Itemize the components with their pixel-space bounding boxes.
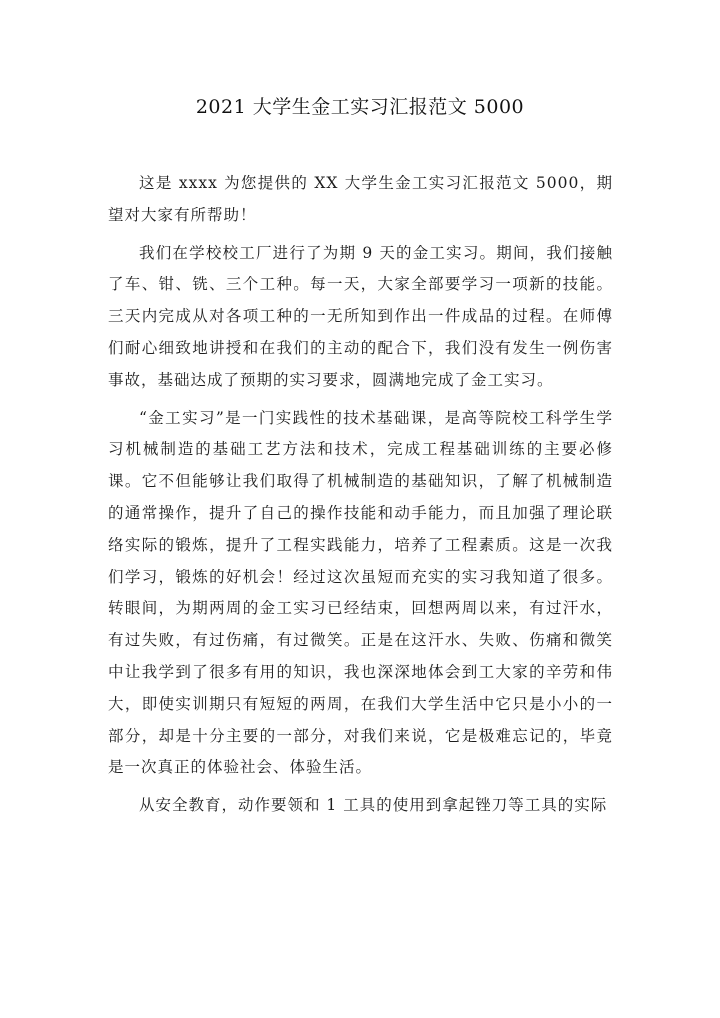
document-title: 2021 大学生金工实习汇报范文 5000 bbox=[195, 96, 525, 118]
paragraph-course-description: “金工实习”是一门实践性的技术基础课，是高等院校工科学生学习机械制造的基础工艺方法和技术，完成工程基础训练的主要必修课。它不但能够让我们取得了机械制造的基础知识，了解了机械制造的通常操作，提升了自己的操作技能和动手能力，而且加强了理论联络实际的锻炼，提升了工程实践能力，培养了工程素质。这是一次我们学习，锻炼的好机会！经过这次虽短而充实的实习我知道了很多。转眼间，为期两周的金工实习已经结束，回想两周以来，有过汗水，有过失败，有过伤痛，有过微笑。正是在这汗水、失败、伤痛和微笑中让我学到了很多有用的知识，我也深深地体会到工大家的辛劳和伟大，即使实训期只有短短的两周，在我们大学生活中它只是小小的一部分，却是十分主要的一部分，对我们来说，它是极难忘记的，毕竟是一次真正的体验社会、体验生活。 bbox=[108, 408, 613, 777]
paragraph-intro: 这是 xxxx 为您提供的 XX 大学生金工实习汇报范文 5000，期望对大家有所帮助！ bbox=[108, 174, 613, 224]
paragraph-internship-overview: 我们在学校校工厂进行了为期 9 天的金工实习。期间，我们接触了车、钳、铣、三个工种。每一天，大家全部要学习一项新的技能。三天内完成从对各项工种的一无所知到作出一件成品的过程。在师傅们耐心细致地讲授和在我们的主动的配合下，我们没有发生一例伤害事故，基础达成了预期的实习要求，圆满地完成了金工实习。 bbox=[108, 243, 613, 389]
document-body bbox=[108, 168, 613, 828]
paragraph-safety-education: 从安全教育，动作要领和 1 工具的使用到拿起锉刀等工具的实际 bbox=[139, 796, 608, 815]
